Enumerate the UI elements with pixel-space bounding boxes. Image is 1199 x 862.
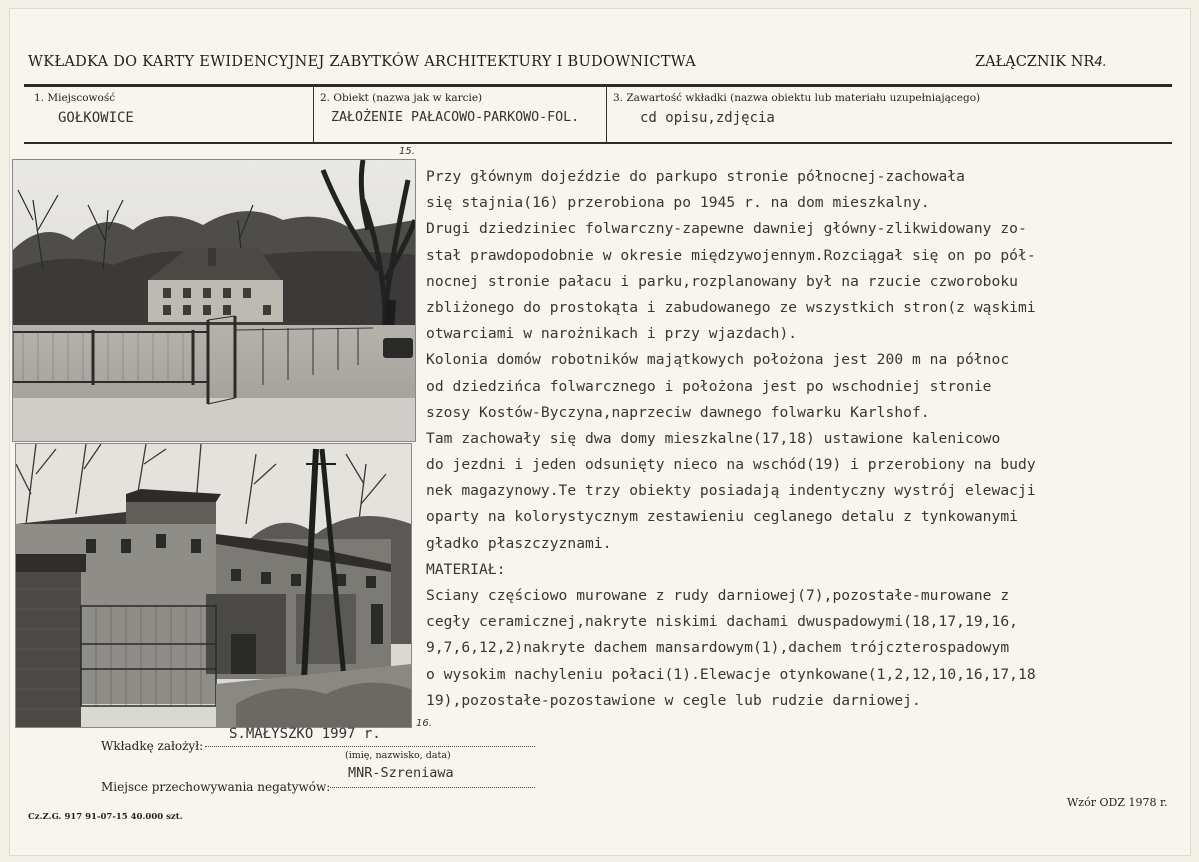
field-divider-2 — [606, 87, 607, 142]
manor-house-image — [13, 160, 415, 441]
description-line: stał prawdopodobnie w okresie międzywojennym.Rozciągał się on po pół- — [426, 246, 1036, 264]
negatives-line — [330, 787, 535, 788]
negatives-label: Miejsce przechowywania negatywów: — [101, 780, 331, 794]
description-line: szosy Kostów-Byczyna,naprzeciw dawnego folwarku Karlshof. — [426, 403, 930, 421]
description-line: do jezdni i jeden odsunięty nieco na wschód(19) i przerobiony na budy — [426, 456, 1036, 474]
object-value: ZAŁOŻENIE PAŁACOWO-PARKOWO-FOL. — [331, 110, 580, 125]
annex-number — [975, 54, 1107, 70]
description-line: Tam zachowały się dwa domy mieszkalne(17,18) ustawione kalenicowo — [426, 429, 1001, 447]
description-line: 9,7,6,12,2)nakryte dachem mansardowym(1),dachem trójczterospadowym — [426, 639, 1010, 657]
stable-building-image — [16, 444, 411, 727]
description-line: Drugi dziedziniec folwarczny-zapewne dawniej główny-zlikwidowany zo- — [426, 220, 1027, 238]
description-line: gładko płaszczyznami. — [426, 534, 612, 552]
content-label: 3. Zawartość wkładki (nazwa obiektu lub materiału uzupełniającego) — [613, 92, 981, 104]
form-model: Wzór ODZ 1978 r. — [1067, 796, 1168, 809]
description-line: nocnej stronie pałacu i parku,rozplanowany był na rzucie czworoboku — [426, 272, 1019, 290]
founded-hint: (imię, nazwisko, data) — [345, 750, 451, 761]
description-line: Przy głównym dojeździe do parkupo stronie północnej-zachowała — [426, 168, 966, 185]
description-line: nek magazynowy.Te trzy obiekty posiadają indentyczny wystrój elewacji — [426, 482, 1036, 500]
photo-stable-building — [15, 443, 412, 728]
place-value: GOŁKOWICE — [58, 110, 134, 126]
description-line: od dziedzińca folwarcznego i położona jest po wschodniej stronie — [426, 377, 992, 395]
annex-label: ZAŁĄCZNIK NR — [975, 54, 1095, 70]
field-divider-1 — [313, 87, 314, 142]
description-line: o wysokim nachyleniu połaci(1).Elewacje otynkowane(1,2,12,10,16,17,18 — [426, 665, 1036, 683]
photo-manor-house — [12, 159, 416, 442]
annex-number-value: 4. — [1094, 55, 1107, 70]
description-line: się stajnia(16) przerobiona po 1945 r. na dom mieszkalny. — [426, 194, 930, 212]
description-line: MATERIAŁ: — [426, 560, 506, 578]
print-info: Cz.Z.G. 917 91-07-15 40.000 szt. — [28, 812, 183, 822]
description-line: zbliżonego do prostokąta i zabudowanego ze wszystkich stron(z wąskimi — [426, 298, 1036, 316]
place-label: 1. Miejscowość — [34, 92, 116, 104]
header-top-rule — [24, 84, 1172, 87]
document-title: WKŁADKA DO KARTY EWIDENCYJNEJ ZABYTKÓW ARCHITEKTURY I BUDOWNICTWA — [28, 54, 696, 70]
description-line: Kolonia domów robotników majątkowych położona jest 200 m na północ — [426, 351, 1010, 369]
description-line: otwarciami w narożnikach i przy wjazdach). — [426, 325, 798, 343]
description-line: cegły ceramicznej,nakryte niskimi dachami dwuspadowymi(18,17,19,16, — [426, 613, 1019, 631]
object-label: 2. Obiekt (nazwa jak w karcie) — [320, 92, 483, 104]
founded-value: S.MAŁYSZKO 1997 r. — [229, 726, 381, 742]
content-value: cd opisu,zdjęcia — [640, 110, 775, 126]
negatives-value: MNR-Szreniawa — [348, 765, 454, 781]
description-line: oparty na kolorystycznym zestawieniu ceglanego detalu z tynkowanymi — [426, 508, 1019, 526]
description-line: Sciany częściowo murowane z rudy darniowej(7),pozostałe-murowane z — [426, 587, 1010, 604]
fields-bottom-rule — [24, 142, 1172, 144]
photo-number-15: 15. — [399, 146, 415, 157]
photo-number-16: 16. — [416, 718, 432, 729]
founded-line — [205, 746, 535, 747]
founded-label: Wkładkę założył: — [101, 739, 204, 753]
description-text — [426, 164, 1036, 714]
description-line: 19),pozostałe-pozostawione w cegle lub rudzie darniowej. — [426, 691, 921, 709]
